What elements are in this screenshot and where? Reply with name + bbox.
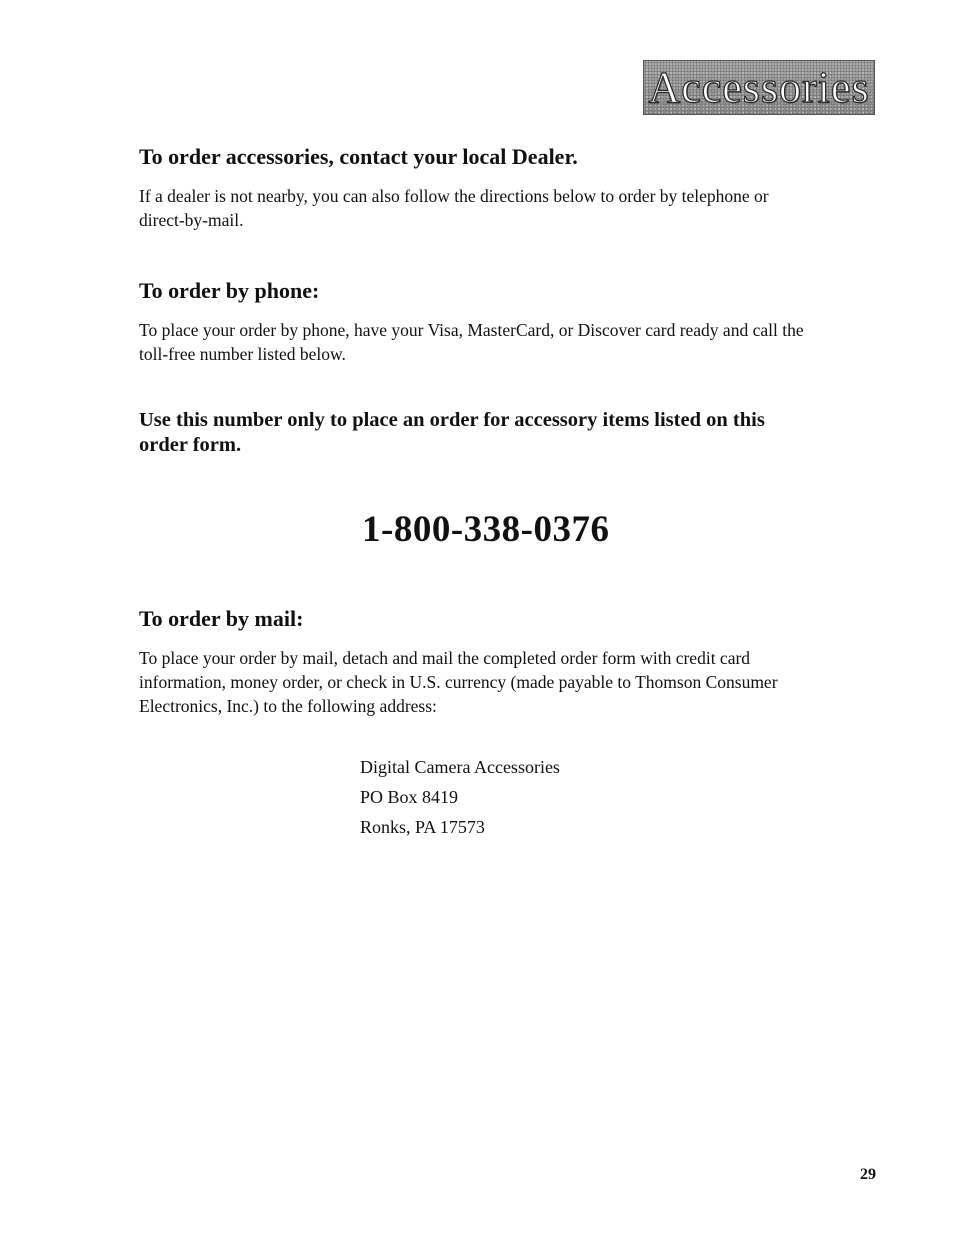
section-tab (643, 60, 875, 115)
page-number: 29 (860, 1166, 876, 1183)
section-tab-label: Accessories (648, 62, 870, 112)
address-line-2: PO Box 8419 (360, 787, 459, 807)
phone-order-heading: To order by phone: (139, 278, 320, 303)
phone-order-text: To place your order by phone, have your Visa, MasterCard, or Discover card ready and call the toll-free number listed below. (139, 320, 804, 364)
address-line-3: Ronks, PA 17573 (360, 817, 485, 837)
dealer-text: If a dealer is not nearby, you can also follow the directions below to order by telephone or direct-by-mail. (139, 186, 769, 230)
phone-usage-notice: Use this number only to place an order for accessory items listed on this order form. (139, 409, 765, 456)
mail-order-text: To place your order by mail, detach and mail the completed order form with credit card information, money order, or check in U.S. currency (made payable to Thomson Consumer Electronics, Inc.) to the following address: (139, 648, 778, 716)
mail-order-heading: To order by mail: (139, 606, 304, 631)
phone-number: 1-800-338-0376 (362, 509, 610, 550)
address-line-1: Digital Camera Accessories (360, 757, 560, 777)
dealer-heading: To order accessories, contact your local Dealer. (139, 144, 578, 169)
mailing-address (360, 754, 560, 844)
